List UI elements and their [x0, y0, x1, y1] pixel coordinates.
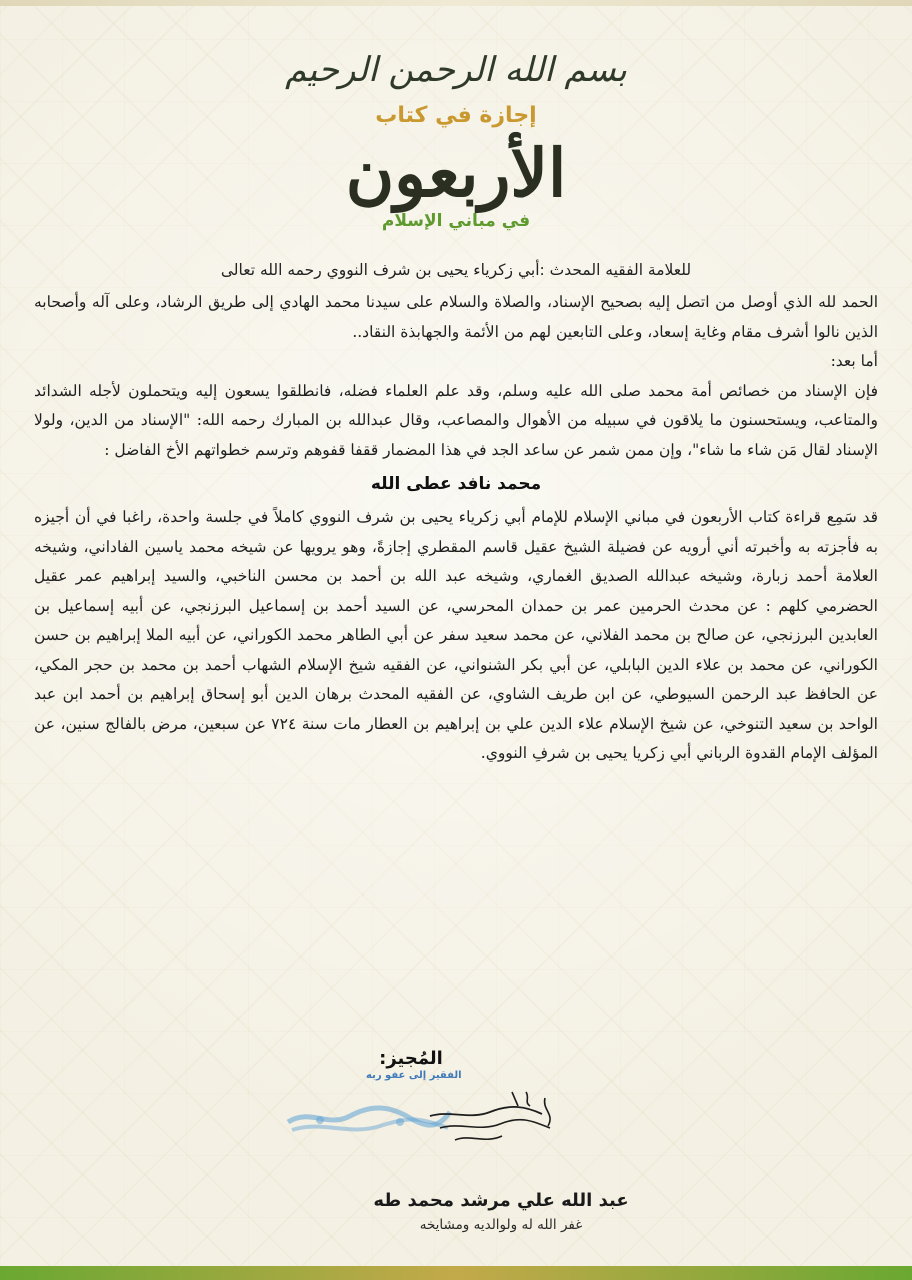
top-border	[0, 0, 912, 6]
basmala-calligraphy: بسم الله الرحمن الرحيم	[285, 50, 627, 90]
certificate-header	[0, 45, 912, 233]
ijaza-title: إجازة في كتاب	[375, 103, 537, 128]
grantor-label: المُجيز:	[379, 1048, 443, 1069]
isnad-paragraph: فإن الإسناد من خصائص أمة محمد صلى الله عليه وسلم، وقد علم العلماء فضله، فانطلقوا يسعون إليه ويتحملون لأجله الشدائد والمتاعب، ويستحسنون ما يلاقون في سبيله من الأهوال والمصاعب، وقال عبدالله بن المبارك رحمه الله: "الإسناد من الدين، ولولا الإسناد لقال مَن شاء ما شاء"، وإن ممن شمر عن ساعد الجد في هذا المضمار ققفا قفوهم وترسم خطواتهم الأخ الفاضل :	[34, 381, 878, 459]
certificate-body	[34, 288, 878, 769]
seal-caption: الفقير إلى عفو ربه	[366, 1070, 462, 1081]
grantor-prayer: غفر الله له ولوالديه ومشايخه	[419, 1217, 583, 1233]
grantor-name-block	[0, 1188, 912, 1236]
handwritten-signature-icon	[280, 1070, 580, 1150]
book-subtitle: في مباني الإسلام	[381, 211, 531, 231]
recipient-name: محمد نافد عطى الله	[370, 474, 542, 494]
grantor-seal	[280, 1070, 580, 1150]
chain-paragraph: قد سَمِع قراءة كتاب الأربعون في مباني الإسلام للإمام أبي زكرياء يحيى بن شرف النووي كاملاً في جلسة واحدة، راغبا في أن أجيزه به فأجزته به وأخبرته أني أرويه عن فضيلة الشيخ عقيل قاسم المقطري إجازةً، وهو يرويها عن شيخه محمد ياسين الفاداني، وشيخه العلامة أحمد زبارة، وشيخه عبدالله الصديق الغماري، وشيخه عبد الله بن أحمد بن محسن الناخبي، والسيد إبراهيم عمر عقيل الحضرمي كلهم : عن محدث الحرمين عمر بن حمدان المحرسي، عن السيد أحمد بن إسماعيل البرزنجي، عن أبيه إسماعيل بن العابدين البرزنجي، عن صالح بن محمد الفلاني، عن محمد سعيد سفر عن أبي الطاهر محمد الكوراني، عن أبيه الملا إبراهيم بن حسن الكوراني، عن محمد بن علاء الدين البابلي، عن أبي بكر الشنواني، عن الفقيه شيخ الإسلام الشهاب أحمد بن محمد بن حجر المكي، عن الحافظ عبد الرحمن السيوطي، عن ابن طريف الشاوي، عن الفقيه المحدث برهان الدين أبو إسحاق إبراهيم بن أحمد ابن عبد الواحد بن سعيد التنوخي، عن شيخ الإسلام علاء الدين علي بن إبراهيم بن العطار مات سنة ٧٢٤ عن سبعين، مرض بالفالج سنين، عن المؤلف الإمام القدوة الرباني أبي زكريا يحيى بن شرفِ النووي.	[34, 508, 878, 762]
bottom-border	[0, 1266, 912, 1280]
grantor-name: عبد الله علي مرشد محمد طه	[373, 1190, 629, 1211]
opening-paragraph: الحمد لله الذي أوصل من اتصل إليه بصحيح الإسناد، والصلاة والسلام على سيدنا محمد الهادي إلى طريق الرشاد، وعلى آله وأصحابه الذين نالوا أشرف مقام وغاية إسعاد، وعلى التابعين لهم من الأئمة والجهابذة النقاد..	[34, 293, 878, 341]
author-line: للعلامة الفقيه المحدث :أبي زكرياء يحيى بن شرف النووي رحمه الله تعالى	[220, 261, 692, 279]
book-title-calligraphy: الأربعون	[345, 134, 567, 212]
amma-baad: أما بعد:	[830, 352, 878, 370]
